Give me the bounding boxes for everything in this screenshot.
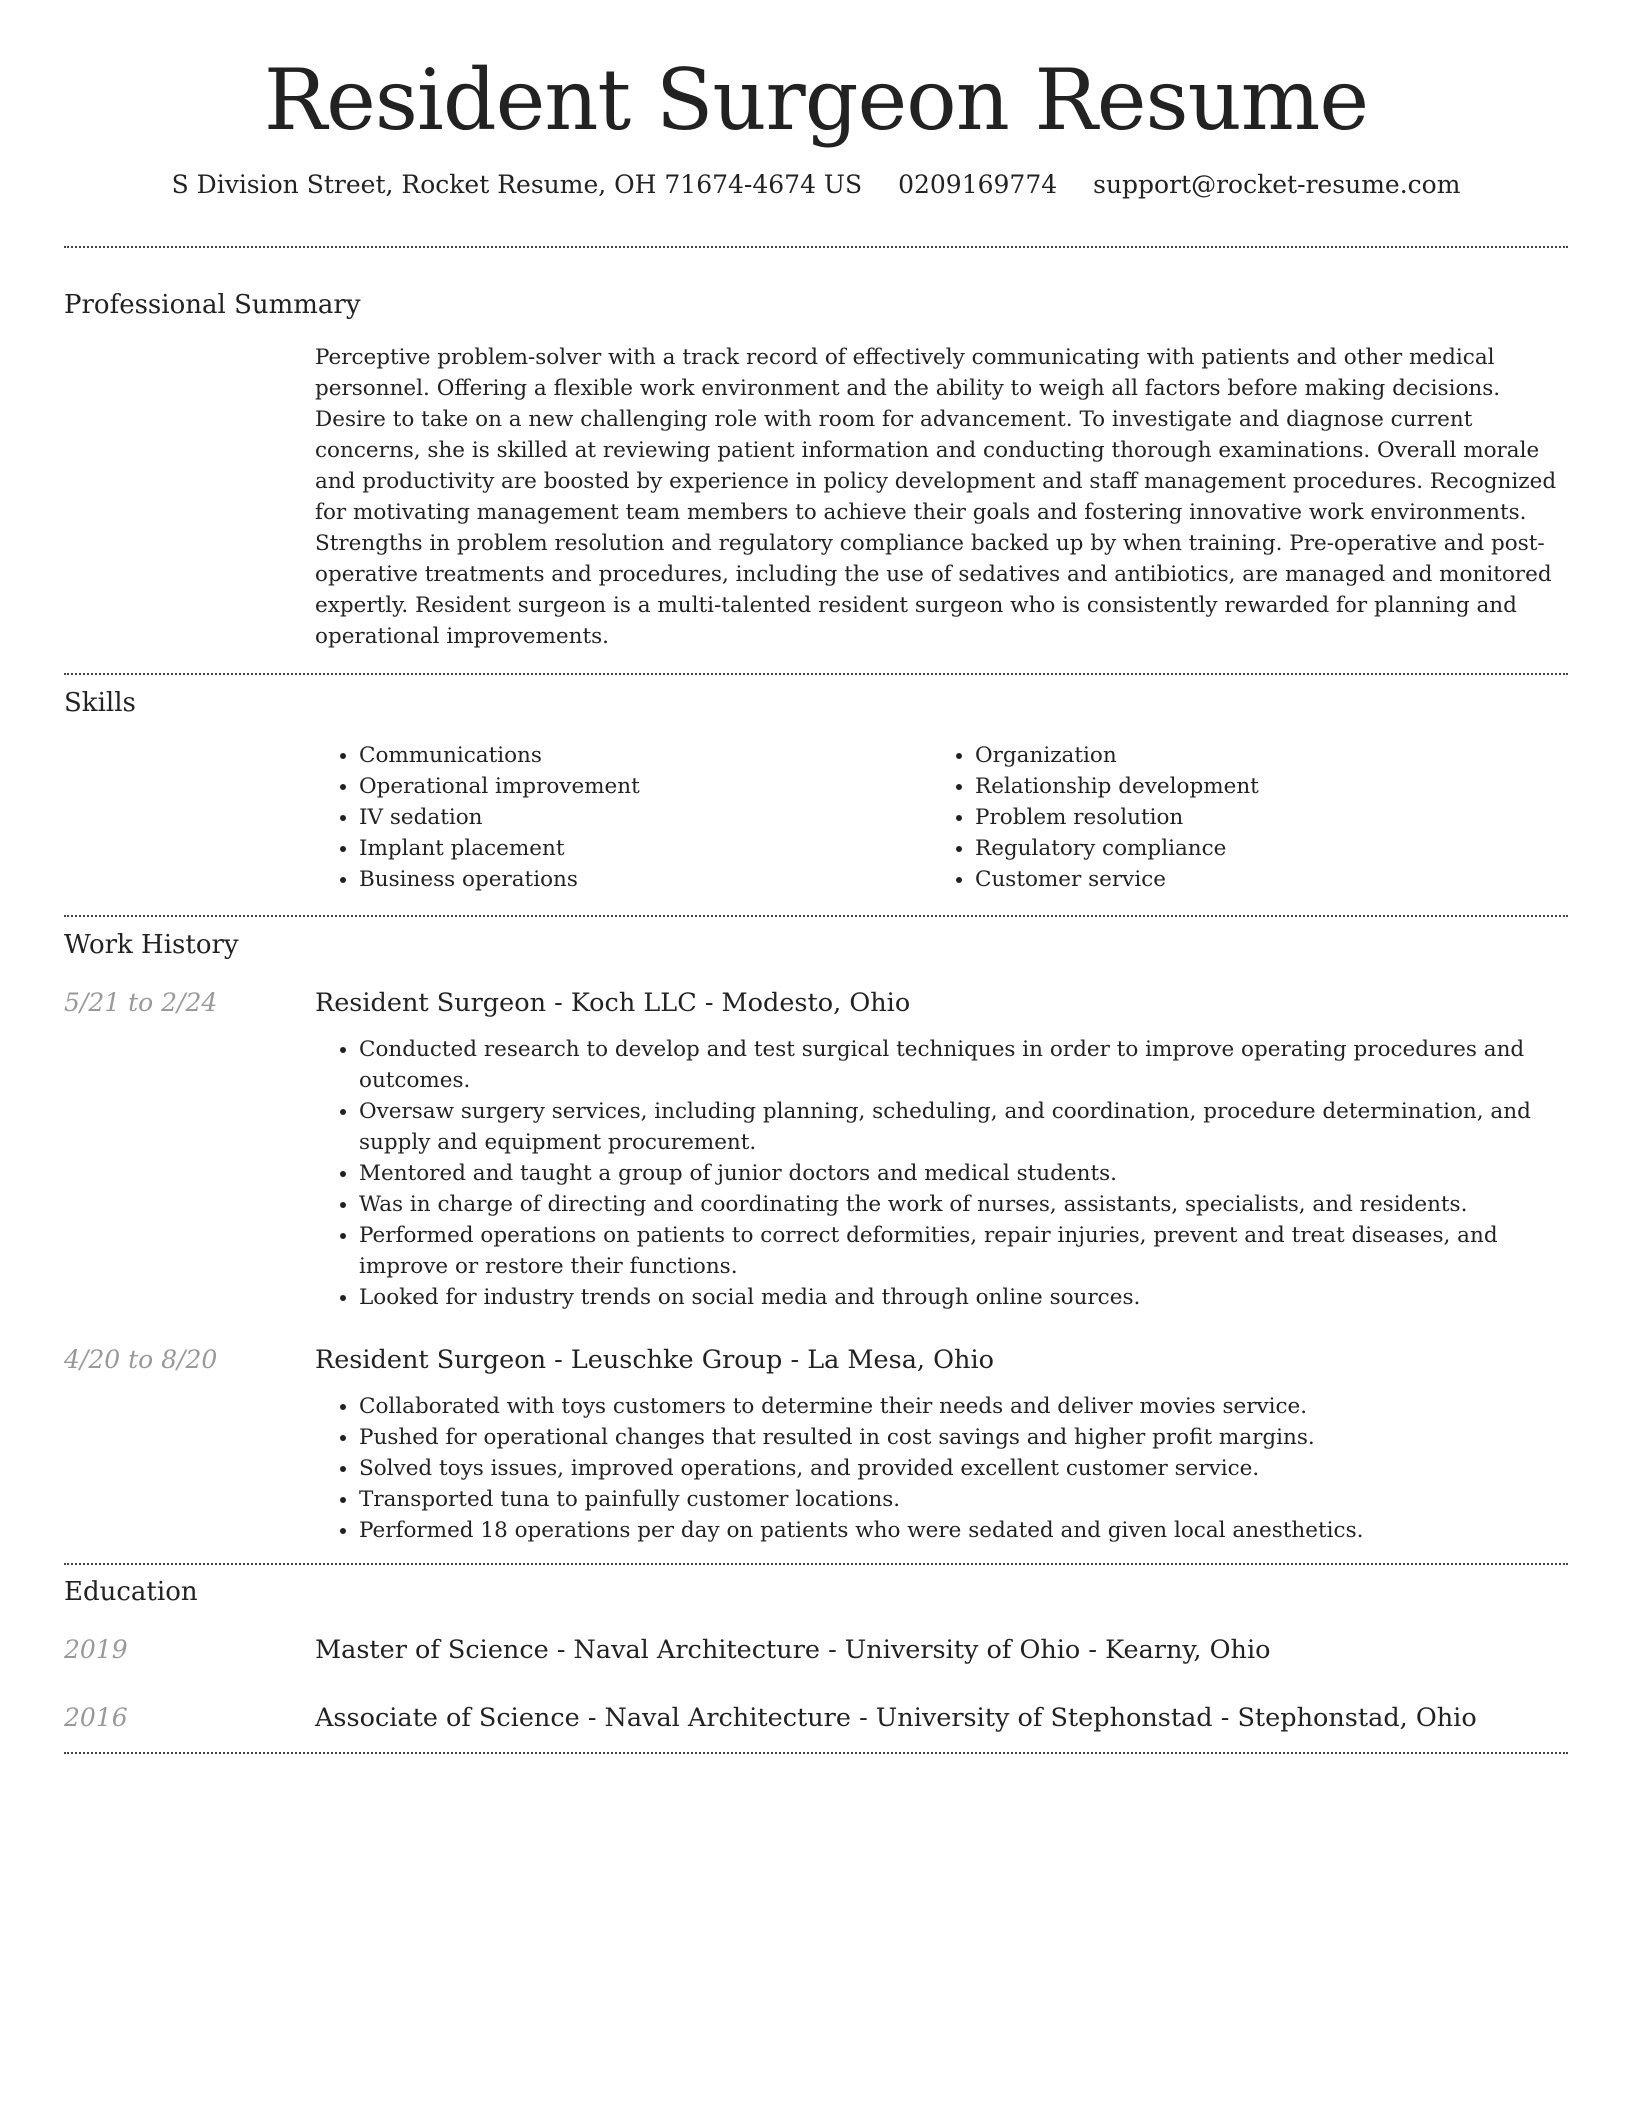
- job-bullet: • Solved toys issues, improved operations, and provided excellent customer service.: [359, 1453, 1568, 1484]
- contact-email: support@rocket-resume.com: [1093, 170, 1461, 199]
- skills-list-left: [315, 740, 931, 895]
- skill-item: • IV sedation: [359, 802, 931, 833]
- job-bullet: • Was in charge of directing and coordinating the work of nurses, assistants, specialists, and residents.: [359, 1189, 1568, 1220]
- education-heading: Education: [64, 1577, 198, 1607]
- job-entry: [64, 1343, 1568, 1546]
- resume-title: Resident Surgeon Resume: [263, 51, 1369, 149]
- education-degree: Associate of Science - Naval Architecture - University of Stephonstad - Stephonstad, Ohio: [315, 1703, 1477, 1733]
- skills-section: [64, 675, 1568, 895]
- job-title: Resident Surgeon - Leuschke Group - La Mesa, Ohio: [315, 1345, 994, 1375]
- education-year: 2016: [64, 1703, 128, 1732]
- contact-address: S Division Street, Rocket Resume, OH 71674-4674 US: [171, 170, 863, 199]
- education-degree: Master of Science - Naval Architecture - University of Ohio - Kearny, Ohio: [315, 1635, 1271, 1665]
- contact-phone: 0209169774: [898, 170, 1058, 199]
- work-heading: Work History: [64, 930, 239, 960]
- skill-item: • Problem resolution: [975, 802, 1568, 833]
- skill-item: • Relationship development: [975, 771, 1568, 802]
- job-dates: 4/20 to 8/20: [64, 1345, 218, 1374]
- skill-item: • Organization: [975, 740, 1568, 771]
- education-year: 2019: [64, 1635, 128, 1664]
- job-bullet: • Pushed for operational changes that resulted in cost savings and higher profit margins.: [359, 1422, 1568, 1453]
- skill-item: • Implant placement: [359, 833, 931, 864]
- job-entry: [64, 986, 1568, 1313]
- section-divider: [64, 1752, 1568, 1754]
- job-bullet: • Mentored and taught a group of junior doctors and medical students.: [359, 1158, 1568, 1189]
- job-bullet: • Transported tuna to painfully customer locations.: [359, 1484, 1568, 1515]
- job-bullet: • Oversaw surgery services, including planning, scheduling, and coordination, procedure determination, and supply and equipment procurement.: [359, 1096, 1568, 1158]
- job-bullets: [315, 1034, 1568, 1313]
- summary-section: [64, 248, 1568, 652]
- skills-heading: Skills: [64, 688, 136, 718]
- resume-header: [64, 0, 1568, 202]
- skill-item: • Operational improvement: [359, 771, 931, 802]
- work-section: [64, 917, 1568, 1546]
- education-entry: [64, 1633, 1568, 1667]
- skill-item: • Business operations: [359, 864, 931, 895]
- contact-line: [64, 168, 1568, 202]
- skill-item: • Customer service: [975, 864, 1568, 895]
- job-bullet: • Collaborated with toys customers to determine their needs and deliver movies service.: [359, 1391, 1568, 1422]
- skills-grid: [315, 740, 1568, 895]
- skill-item: • Communications: [359, 740, 931, 771]
- skills-list-right: [931, 740, 1568, 895]
- job-bullets: [315, 1391, 1568, 1546]
- summary-heading: Professional Summary: [64, 290, 361, 320]
- job-bullet: • Conducted research to develop and test surgical techniques in order to improve operating procedures and outcomes.: [359, 1034, 1568, 1096]
- summary-text: Perceptive problem-solver with a track record of effectively communicating with patients and other medical personnel. Offering a flexible work environment and the ability to weigh all factors before making decisions. Desire to take on a new challenging role with room for advancement. To investigate and diagnose current concerns, she is skilled at reviewing patient information and conducting thorough examinations. Overall morale and productivity are boosted by experience in policy development and staff management procedures. Recognized for motivating management team members to achieve their goals and fostering innovative work environments. Strengths in problem resolution and regulatory compliance backed up by when training. Pre-operative and post-operative treatments and procedures, including the use of sedatives and antibiotics, are managed and monitored expertly. Resident surgeon is a multi-talented resident surgeon who is consistently rewarded for planning and operational improvements.: [315, 345, 1557, 649]
- job-dates: 5/21 to 2/24: [64, 988, 218, 1017]
- job-bullet: • Looked for industry trends on social media and through online sources.: [359, 1282, 1568, 1313]
- job-bullet: • Performed operations on patients to correct deformities, repair injuries, prevent and treat diseases, and improve or restore their functions.: [359, 1220, 1568, 1282]
- skill-item: • Regulatory compliance: [975, 833, 1568, 864]
- education-entry: [64, 1701, 1568, 1735]
- job-bullet: • Performed 18 operations per day on patients who were sedated and given local anesthetics.: [359, 1515, 1568, 1546]
- job-title: Resident Surgeon - Koch LLC - Modesto, Ohio: [315, 988, 911, 1018]
- education-section: [64, 1565, 1568, 1735]
